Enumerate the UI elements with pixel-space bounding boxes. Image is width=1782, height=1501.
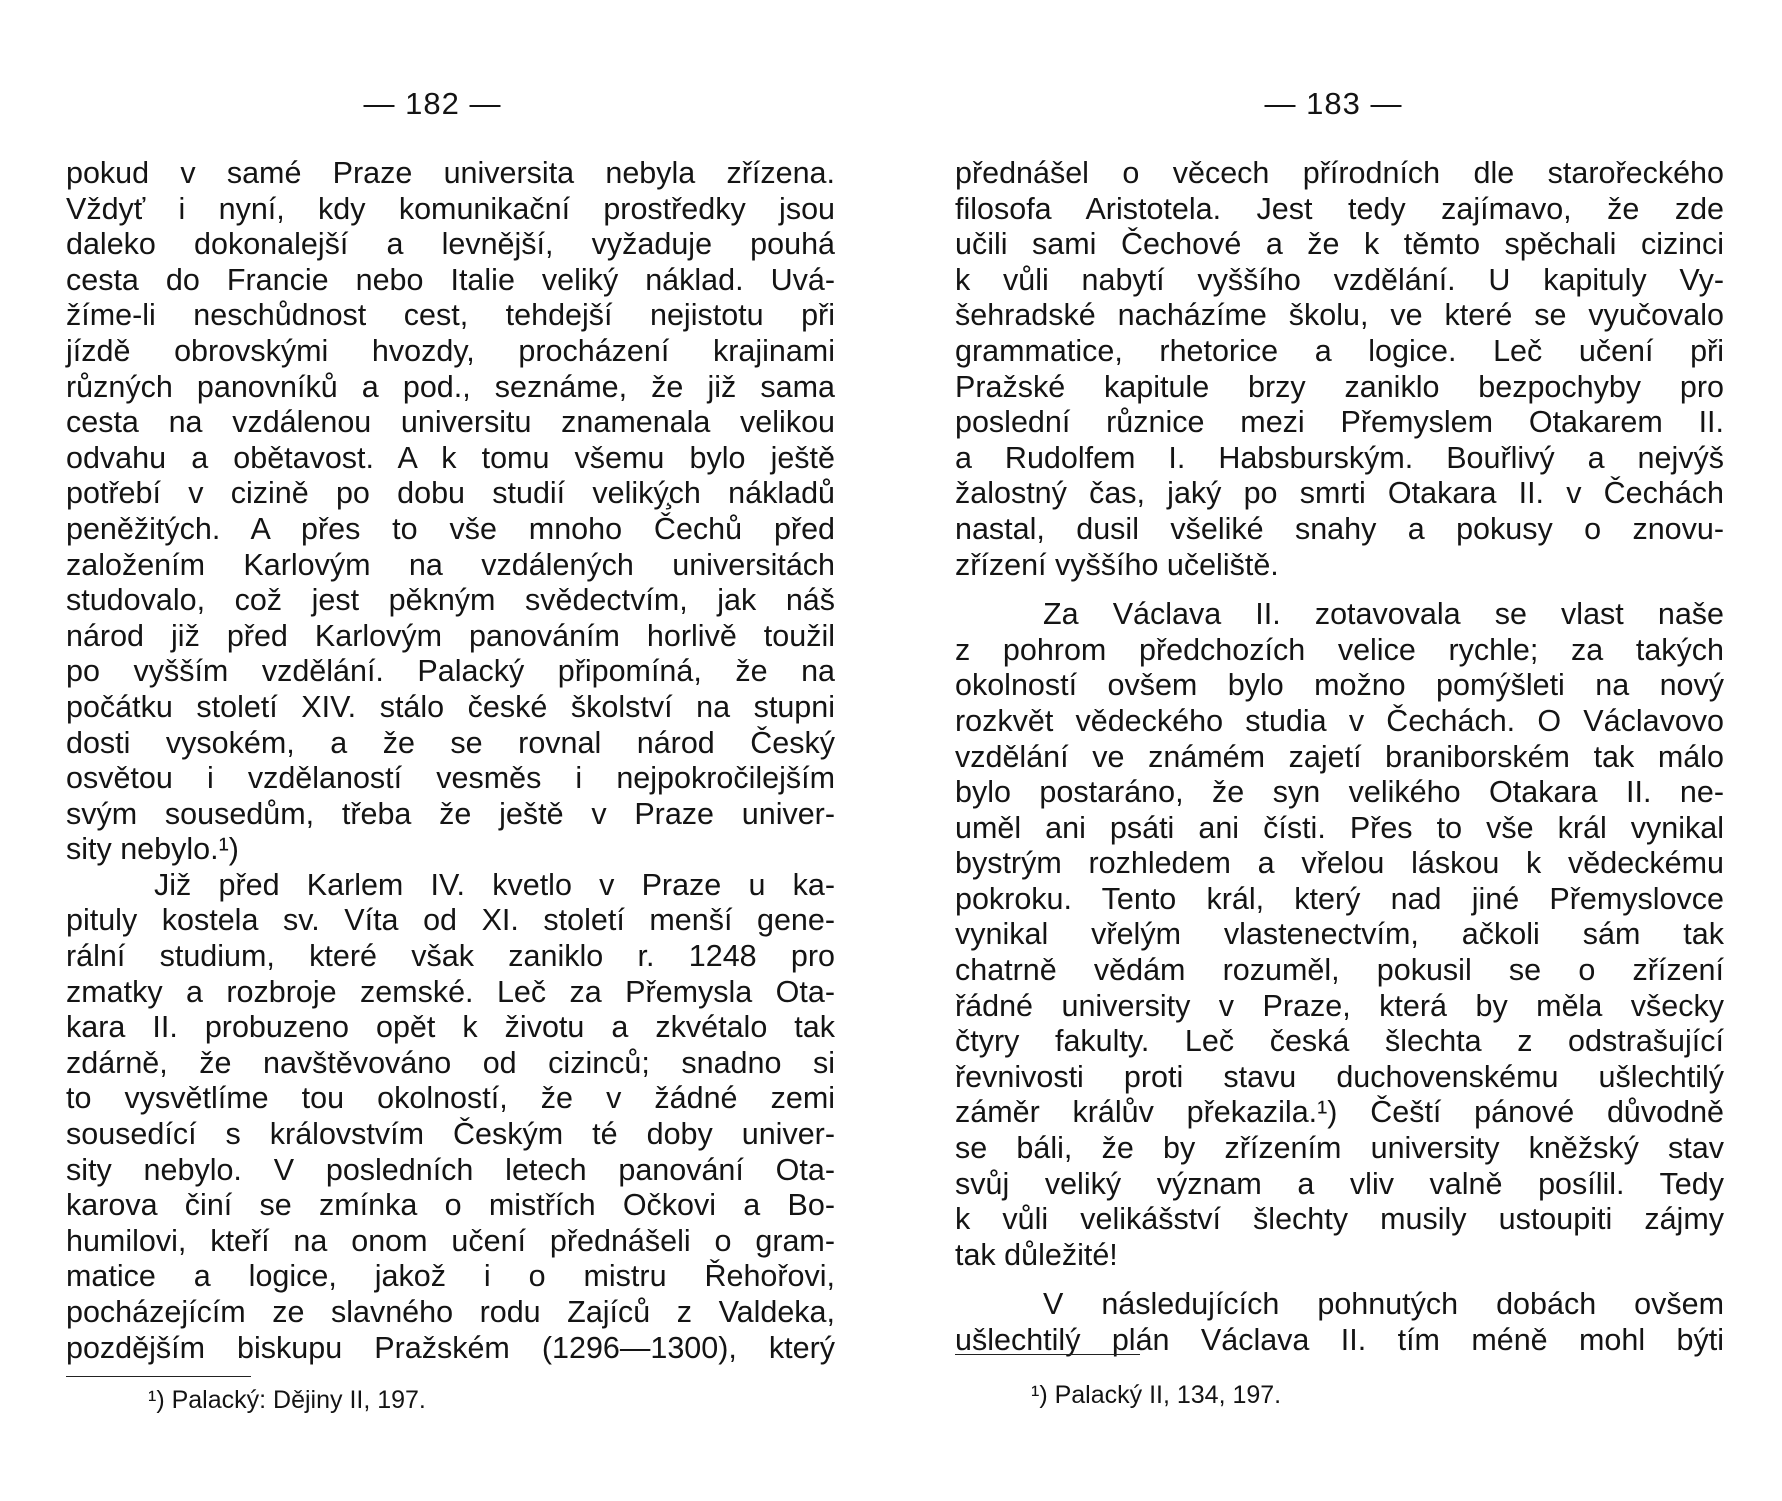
text-line: cesta na vzdálenou universitu znamenala velikou — [66, 405, 835, 440]
text-line: jízdě obrovskými hvozdy, procházení krajinami — [66, 333, 835, 368]
text-line: rální studium, které však zaniklo r. 1248 pro — [66, 939, 835, 974]
footnote-divider — [66, 1376, 251, 1377]
text-line: osvětou i vzdělaností vesměs i nejpokročilejším — [66, 761, 835, 796]
text-line: rozkvět vědeckého studia v Čechách. O Václavovo — [955, 703, 1724, 738]
text-line: pocházejícím ze slavného rodu Zajíců z Valdeka, — [66, 1295, 835, 1329]
text-line: okolností ovšem bylo možno pomýšleti na nový — [955, 668, 1724, 703]
text-line: řádné university v Praze, která by měla všecky — [955, 988, 1724, 1023]
text-line: vynikal vřelým vlastenectvím, ačkoli sám tak — [955, 917, 1724, 952]
text-line: filosofa Aristotela. Jest tedy zajímavo, že zde — [955, 191, 1724, 226]
text-line: Za Václava II. zotavovala se vlast naše — [1043, 597, 1724, 632]
text-line: odvahu a obětavost. A k tomu všemu bylo ještě — [66, 440, 835, 475]
text-line: chatrně vědám rozuměl, pokusil se o zřízení — [955, 953, 1724, 988]
text-line: zmatky a rozbroje zemské. Leč za Přemysla Ota- — [66, 974, 835, 1009]
text-line: bylo postaráno, že syn velikého Otakara II. ne- — [955, 775, 1724, 810]
text-line: uměl ani psáti ani čísti. Přes to vše král vynikal — [955, 810, 1724, 845]
text-line: vzdělání ve známém zajetí braniborském tak málo — [955, 739, 1724, 774]
text-line: zdárně, že navštěvováno od cizinců; snadno si — [66, 1045, 835, 1080]
text-line: Pražské kapitule brzy zaniklo bezpochyby pro — [955, 369, 1724, 404]
text-line: po vyšším vzdělání. Palacký připomíná, že na — [66, 654, 835, 689]
text-line: studovalo, což jest pěkným svědectvím, jak náš — [66, 583, 835, 618]
text-line: pokroku. Tento král, který nad jiné Přemyslovce — [955, 881, 1724, 916]
text-line: pituly kostela sv. Víta od XI. století menší gene- — [66, 903, 835, 938]
text-line: dosti vysokém, a že se rovnal národ Český — [66, 725, 835, 760]
text-line: národ již před Karlovým panováním horlivě toužil — [66, 618, 835, 653]
text-line: tak důležité! — [955, 1237, 1118, 1272]
text-line: z pohrom předchozích velice rychle; za takých — [955, 632, 1724, 667]
text-line: V následujících pohnutých dobách ovšem — [1043, 1287, 1724, 1322]
text-body — [66, 156, 835, 1366]
text-line: sity nebylo.¹) — [66, 832, 239, 867]
text-line: různých panovníků a pod., seznáme, že již sama — [66, 369, 835, 404]
text-line: počátku století XIV. stálo české školství na stupni — [66, 689, 835, 724]
text-line: cesta do Francie nebo Italie veliký náklad. Uvá- — [66, 262, 835, 297]
text-line: žíme-li neschůdnost cest, tehdejší nejistotu při — [66, 298, 835, 333]
text-line: žalostný čas, jaký po smrti Otakara II. v Čechách — [955, 476, 1724, 511]
text-line: čtyry fakulty. Leč česká šlechta z odstrašující — [955, 1024, 1724, 1059]
text-line: založením Karlovým na vzdálených universitách — [66, 547, 835, 582]
text-line: matice a logice, jakož i o mistru Řehořovi, — [66, 1259, 835, 1294]
text-line: řevnivosti proti stavu duchovenskému ušlechtilý — [955, 1059, 1724, 1094]
text-line: k vůli nabytí vyššího vzdělání. U kapituly Vy- — [955, 262, 1724, 297]
text-line: poslední různice mezi Přemyslem Otakarem II. — [955, 405, 1724, 440]
text-line: učili sami Čechové a že k těmto spěchali cizinci — [955, 227, 1724, 262]
text-line: se báli, že by zřízením university kněžský stav — [955, 1131, 1724, 1166]
text-line: záměr králův překazila.¹) Čeští pánové důvodně — [955, 1095, 1724, 1130]
text-line: a Rudolfem I. Habsburským. Bouřlivý a nejvýš — [955, 440, 1724, 475]
text-line: nastal, dusil všeliké snahy a pokusy o znovu- — [955, 511, 1724, 546]
text-line: pozdějším biskupu Pražském (1296—1300), který — [66, 1330, 835, 1365]
text-line: potřebí v cizině po dobu studií veliký̧ch nákladů — [66, 476, 835, 511]
footnote: ¹) Palacký II, 134, 197. — [1031, 1381, 1282, 1409]
text-line: Vždyť i nyní, kdy komunikační prostředky jsou — [66, 191, 835, 226]
text-line: kara II. probuzeno opět k životu a zkvétalo tak — [66, 1010, 835, 1045]
text-line: šehradské nacházíme školu, ve které se vyučovalo — [955, 298, 1724, 333]
footnote: ¹) Palacký: Dějiny II, 197. — [148, 1386, 426, 1414]
text-line: přednášel o věcech přírodních dle starořeckého — [955, 156, 1724, 190]
text-line: karova činí se zmínka o mistřích Očkovi a Bo- — [66, 1188, 835, 1223]
page-number: — 183 — — [1264, 86, 1403, 121]
text-line: Již před Karlem IV. kvetlo v Praze u ka- — [154, 867, 835, 902]
text-line: ušlechtilý plán Václava II. tím méně mohl býti — [955, 1323, 1724, 1357]
text-line: zřízení vyššího učeliště. — [955, 547, 1279, 582]
text-line: sousedící s královstvím Českým té doby univer- — [66, 1117, 835, 1152]
text-line: pokud v samé Praze universita nebyla zřízena. — [66, 156, 835, 190]
text-line: k vůli velikášství šlechty musily ustoupiti zájmy — [955, 1202, 1724, 1237]
text-line: grammatice, rhetorice a logice. Leč učení při — [955, 333, 1724, 368]
text-line: peněžitých. A přes to vše mnoho Čechů před — [66, 511, 835, 546]
text-line: bystrým rozhledem a vřelou láskou k vědeckému — [955, 846, 1724, 881]
text-line: daleko dokonalejší a levnější, vyžaduje pouhá — [66, 227, 835, 262]
text-line: sity nebylo. V posledních letech panování Ota- — [66, 1152, 835, 1187]
footnote-divider — [955, 1354, 1140, 1355]
text-line: svůj veliký význam a vliv valně posílil. Tedy — [955, 1166, 1724, 1201]
text-line: to vysvětlíme tou okolností, že v žádné zemi — [66, 1081, 835, 1116]
page-number: — 182 — — [363, 86, 502, 121]
text-line: humilovi, kteří na onom učení přednášeli o gram- — [66, 1223, 835, 1258]
text-line: svým sousedům, třeba že ještě v Praze univer- — [66, 796, 835, 831]
text-body — [955, 156, 1724, 1359]
